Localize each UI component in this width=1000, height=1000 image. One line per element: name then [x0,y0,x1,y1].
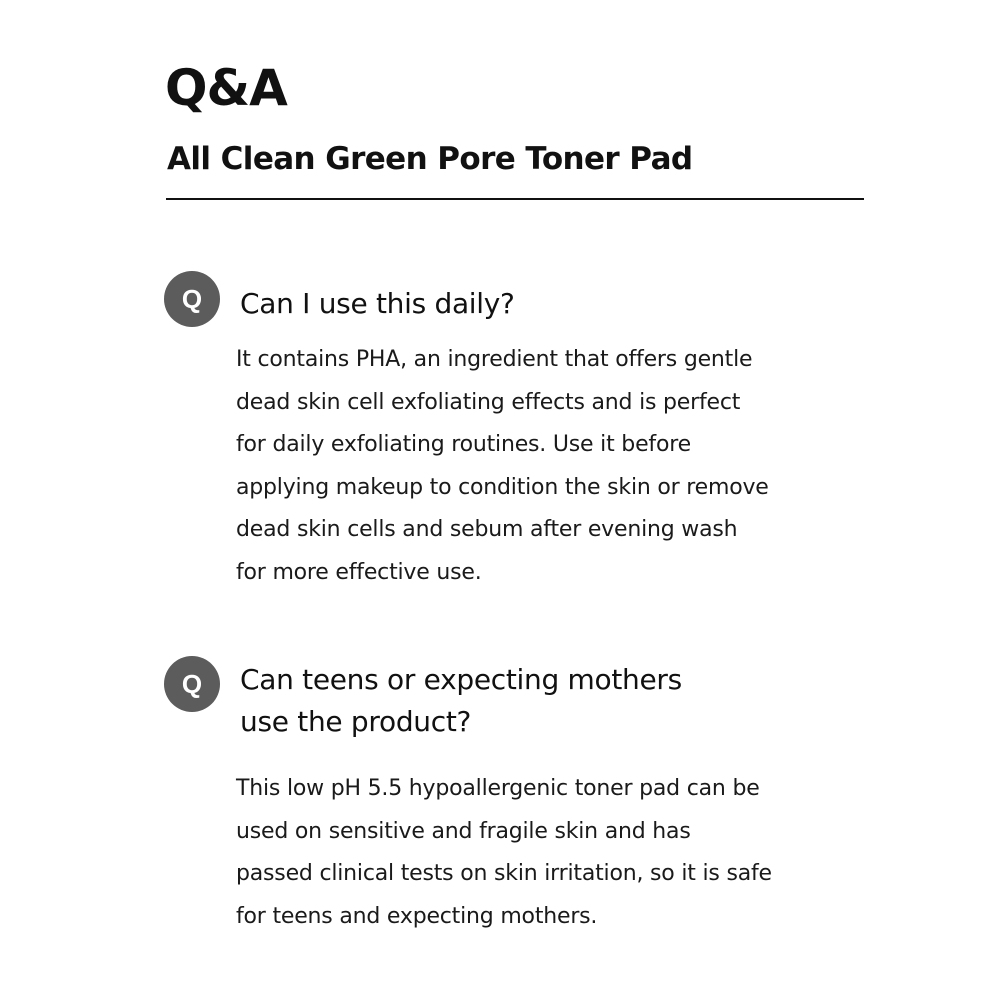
question-line: Can I use this daily? [240,287,515,320]
answer-line: used on sensitive and fragile skin and has [236,818,691,844]
answer-line: applying makeup to condition the skin or remove [236,474,769,500]
answer-line: dead skin cell exfoliating effects and is perfect [236,389,741,415]
answer-line: dead skin cells and sebum after evening wash [236,517,738,543]
answer-line: for daily exfoliating routines. Use it before [236,432,691,458]
answer-text [236,339,836,595]
product-name: All Clean Green Pore Toner Pad [167,141,693,177]
question-line: Can teens or expecting mothers [240,663,682,696]
answer-line: It contains PHA, an ingredient that offers gentle [236,347,753,372]
answer-line: for teens and expecting mothers. [236,903,598,929]
question-line: use the product? [240,705,472,738]
page-title: Q&A [165,59,287,117]
answer-text [236,768,836,938]
question-badge-icon: Q [164,271,220,327]
header-divider [166,198,864,200]
question-badge-icon: Q [164,656,220,712]
question-text [240,659,760,743]
answer-line: This low pH 5.5 hypoallergenic toner pad can be [236,776,760,801]
answer-line: for more effective use. [236,559,482,585]
question-text [240,283,760,325]
answer-line: passed clinical tests on skin irritation, so it is safe [236,861,772,887]
